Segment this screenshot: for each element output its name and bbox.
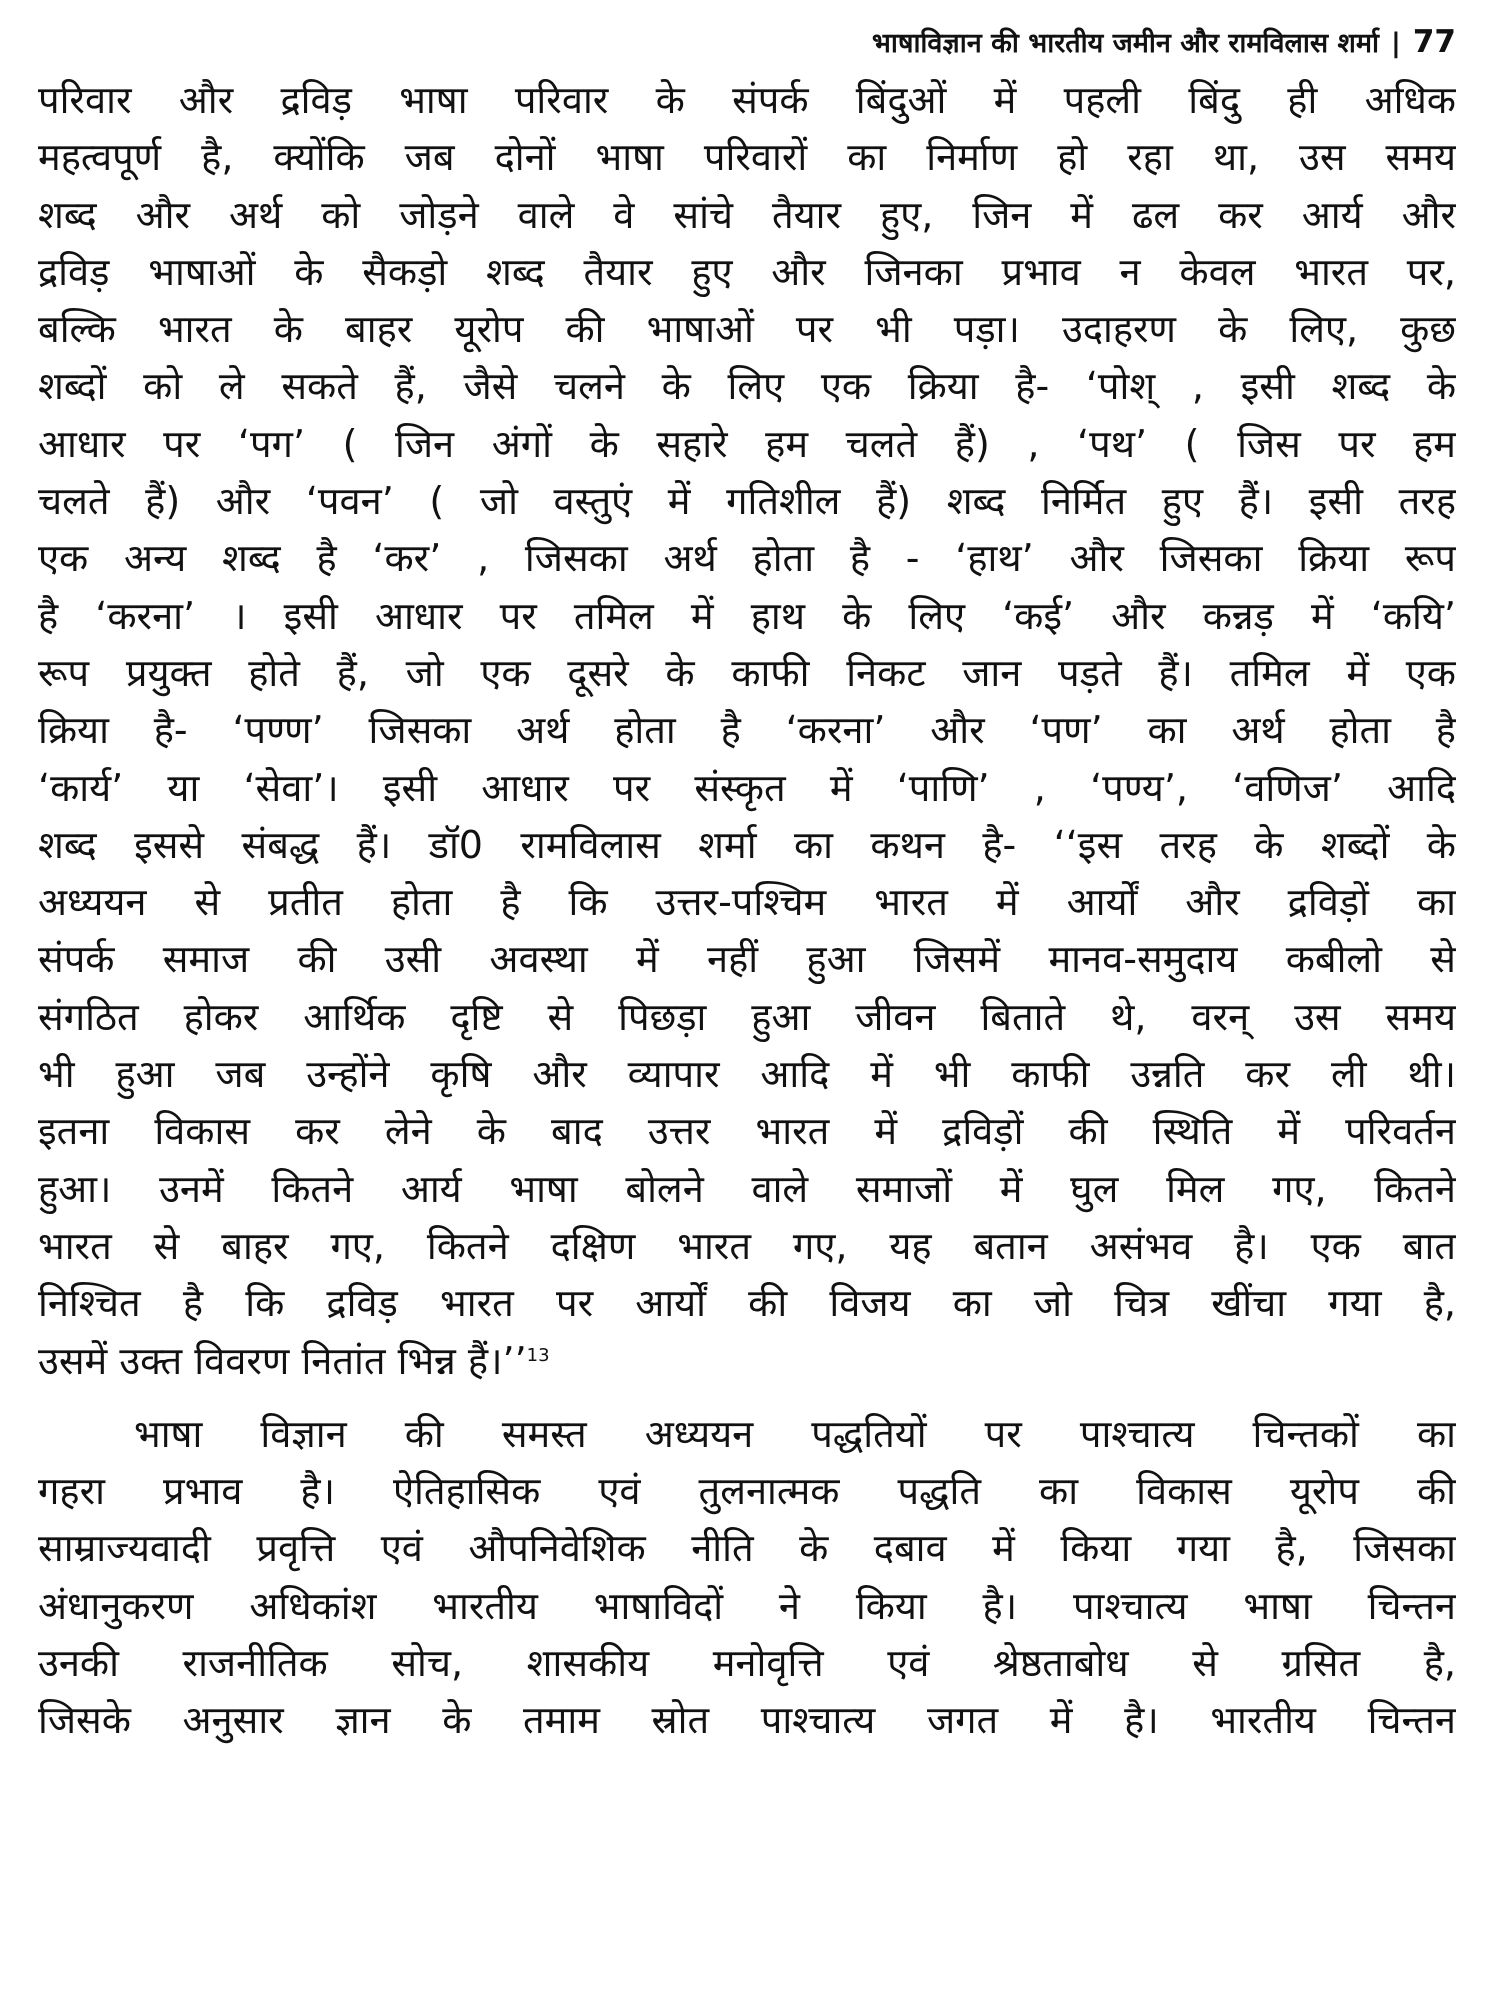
text-line: उनकी राजनीतिक सोच, शासकीय मनोवृत्ति एवं श्रेष्ठताबोध से ग्रसित है, [38,1641,1456,1686]
running-header [38,22,1456,62]
text-line: अंधानुकरण अधिकांश भारतीय भाषाविदों ने किया है। पाश्चात्य भाषा चिन्तन [38,1583,1456,1628]
text-line: क्रिया है- ‘पण्ण’ जिसका अर्थ होता है ‘करना’ और ‘पण’ का अर्थ होता है [38,708,1456,753]
text-line: भारत से बाहर गए, कितने दक्षिण भारत गए, यह बतान असंभव है। एक बात [38,1223,1456,1268]
footnote-reference: 13 [526,1344,550,1366]
paragraph-1 [38,72,1456,1390]
text-line: अध्ययन से प्रतीत होता है कि उत्तर-पश्चिम भारत में आर्यों और द्रविड़ों का [38,880,1456,925]
text-line: चलते हैं) और ‘पवन’ ( जो वस्तुएं में गतिशील हैं) शब्द निर्मित हुए हैं। इसी तरह [38,479,1456,524]
text-line: निश्चित है कि द्रविड़ भारत पर आर्यों की विजय का जो चित्र खींचा गया है, [38,1281,1456,1326]
book-page [38,22,1456,1972]
text-line: गहरा प्रभाव है। ऐतिहासिक एवं तुलनात्मक पद्धति का विकास यूरोप की [38,1469,1456,1514]
header-title: भाषाविज्ञान की भारतीय जमीन और रामविलास शर्मा [871,28,1379,59]
text-line: द्रविड़ भाषाओं के सैकड़ो शब्द तैयार हुए और जिनका प्रभाव न केवल भारत पर, [38,249,1456,294]
text-line: साम्राज्यवादी प्रवृत्ति एवं औपनिवेशिक नीति के दबाव में किया गया है, जिसका [38,1526,1456,1571]
text-line: संगठित होकर आर्थिक दृष्टि से पिछड़ा हुआ जीवन बिताते थे, वरन् उस समय [38,994,1456,1039]
text-line: संपर्क समाज की उसी अवस्था में नहीं हुआ जिसमें मानव-समुदाय कबीलो से [38,937,1456,982]
header-separator: | [1390,28,1401,59]
text-line: शब्द और अर्थ को जोड़ने वाले वे सांचे तैयार हुए, जिन में ढल कर आर्य और [38,192,1456,237]
text-line: एक अन्य शब्द है ‘कर’ , जिसका अर्थ होता है - ‘हाथ’ और जिसका क्रिया रूप [38,536,1456,581]
text-line: ‘कार्य’ या ‘सेवा’। इसी आधार पर संस्कृत में ‘पाणि’ , ‘पण्य’, ‘वणिज’ आदि [38,765,1456,810]
text-line: इतना विकास कर लेने के बाद उत्तर भारत में द्रविड़ों की स्थिति में परिवर्तन [38,1109,1456,1154]
text-line: शब्दों को ले सकते हैं, जैसे चलने के लिए एक क्रिया है- ‘पोश् , इसी शब्द के [38,364,1456,409]
text-line: महत्वपूर्ण है, क्योंकि जब दोनों भाषा परिवारों का निर्माण हो रहा था, उस समय [38,135,1456,180]
text-line: रूप प्रयुक्त होते हैं, जो एक दूसरे के काफी निकट जान पड़ते हैं। तमिल में एक [38,650,1456,695]
text-line: है ‘करना’ । इसी आधार पर तमिल में हाथ के लिए ‘कई’ और कन्नड़ में ‘कयि’ [38,593,1456,638]
text-line: शब्द इससे संबद्ध हैं। डॉ0 रामविलास शर्मा का कथन है- ‘‘इस तरह के शब्दों के [38,822,1456,867]
quote-end-text: उसमें उक्त विवरण नितांत भिन्न हैं।’’ [38,1338,527,1383]
text-line-last [38,1333,1456,1390]
text-line: भाषा विज्ञान की समस्त अध्ययन पद्धतियों पर पाश्चात्य चिन्तकों का [134,1411,1456,1456]
text-line: परिवार और द्रविड़ भाषा परिवार के संपर्क बिंदुओं में पहली बिंदु ही अधिक [38,78,1456,122]
page-number: 77 [1412,24,1456,60]
text-line: आधार पर ‘पग’ ( जिन अंगों के सहारे हम चलते हैं) , ‘पथ’ ( जिस पर हम [38,421,1456,466]
text-line: बल्कि भारत के बाहर यूरोप की भाषाओं पर भी पड़ा। उदाहरण के लिए, कुछ [38,307,1456,352]
paragraph-2 [38,1406,1456,1750]
text-line: हुआ। उनमें कितने आर्य भाषा बोलने वाले समाजों में घुल मिल गए, कितने [38,1166,1456,1211]
text-line: जिसके अनुसार ज्ञान के तमाम स्रोत पाश्चात्य जगत में है। भारतीय चिन्तन [38,1698,1456,1743]
text-line: भी हुआ जब उन्होंने कृषि और व्यापार आदि में भी काफी उन्नति कर ली थी। [38,1052,1456,1097]
